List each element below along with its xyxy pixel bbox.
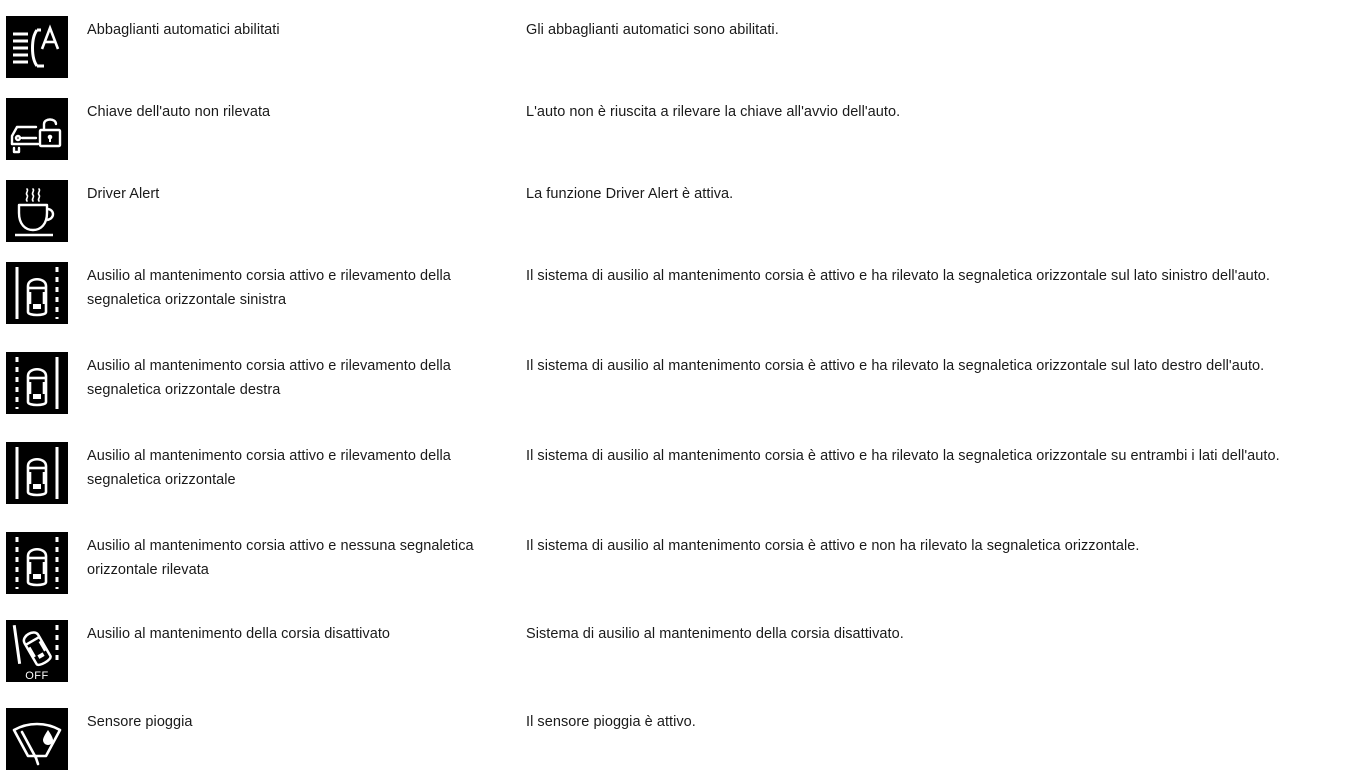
- indicator-description: Il sistema di ausilio al mantenimento corsia è attivo e ha rilevato la segnaletica orizzontale sul lato sinistro dell'auto.: [526, 268, 1270, 284]
- table-row: [0, 262, 1369, 334]
- indicator-name: Ausilio al mantenimento corsia attivo e rilevamento della segnaletica orizzontale destra: [87, 358, 451, 398]
- indicator-name: Abbaglianti automatici abilitati: [87, 22, 280, 38]
- indicator-description: Gli abbaglianti automatici sono abilitati.: [526, 22, 779, 38]
- indicator-name: Chiave dell'auto non rilevata: [87, 104, 271, 120]
- auto-high-beam-icon: [6, 16, 68, 78]
- off-label: OFF: [25, 670, 49, 682]
- driver-alert-coffee-cup-icon: [6, 180, 68, 242]
- indicator-name: Ausilio al mantenimento della corsia disattivato: [87, 626, 391, 642]
- indicator-description: Il sensore pioggia è attivo.: [526, 714, 696, 730]
- indicator-name: Ausilio al mantenimento corsia attivo e nessuna segnaletica orizzontale rilevata: [87, 538, 474, 578]
- indicator-name: Ausilio al mantenimento corsia attivo e rilevamento della segnaletica orizzontale: [87, 448, 451, 488]
- indicator-description: Sistema di ausilio al mantenimento della corsia disattivato.: [526, 626, 904, 642]
- indicator-description: Il sistema di ausilio al mantenimento corsia è attivo e ha rilevato la segnaletica orizzontale su entrambi i lati dell'auto.: [526, 448, 1280, 464]
- lane-keeping-both-markings-icon: [6, 442, 68, 504]
- lane-keeping-off-icon: [6, 620, 68, 682]
- table-row: [0, 620, 1369, 692]
- lane-keeping-no-markings-icon: [6, 532, 68, 594]
- indicator-description: Il sistema di ausilio al mantenimento corsia è attivo e ha rilevato la segnaletica orizzontale sul lato destro dell'auto.: [526, 358, 1265, 374]
- lane-keeping-right-marking-icon: [6, 352, 68, 414]
- table-row: [0, 532, 1369, 604]
- rain-sensor-icon: [6, 708, 68, 770]
- table-row: [0, 98, 1369, 170]
- indicator-name: Ausilio al mantenimento corsia attivo e rilevamento della segnaletica orizzontale sinistra: [87, 268, 451, 308]
- indicator-description: Il sistema di ausilio al mantenimento corsia è attivo e non ha rilevato la segnaletica orizzontale.: [526, 538, 1140, 554]
- car-key-not-detected-icon: [6, 98, 68, 160]
- table-row: [0, 352, 1369, 424]
- indicator-description: L'auto non è riuscita a rilevare la chiave all'avvio dell'auto.: [526, 104, 901, 120]
- table-row: [0, 180, 1369, 252]
- table-row: [0, 16, 1369, 88]
- lane-keeping-left-marking-icon: [6, 262, 68, 324]
- indicator-description: La funzione Driver Alert è attiva.: [526, 186, 734, 202]
- table-row: [0, 708, 1369, 780]
- table-row: [0, 442, 1369, 514]
- indicator-name: Driver Alert: [87, 186, 160, 202]
- indicator-name: Sensore pioggia: [87, 714, 193, 730]
